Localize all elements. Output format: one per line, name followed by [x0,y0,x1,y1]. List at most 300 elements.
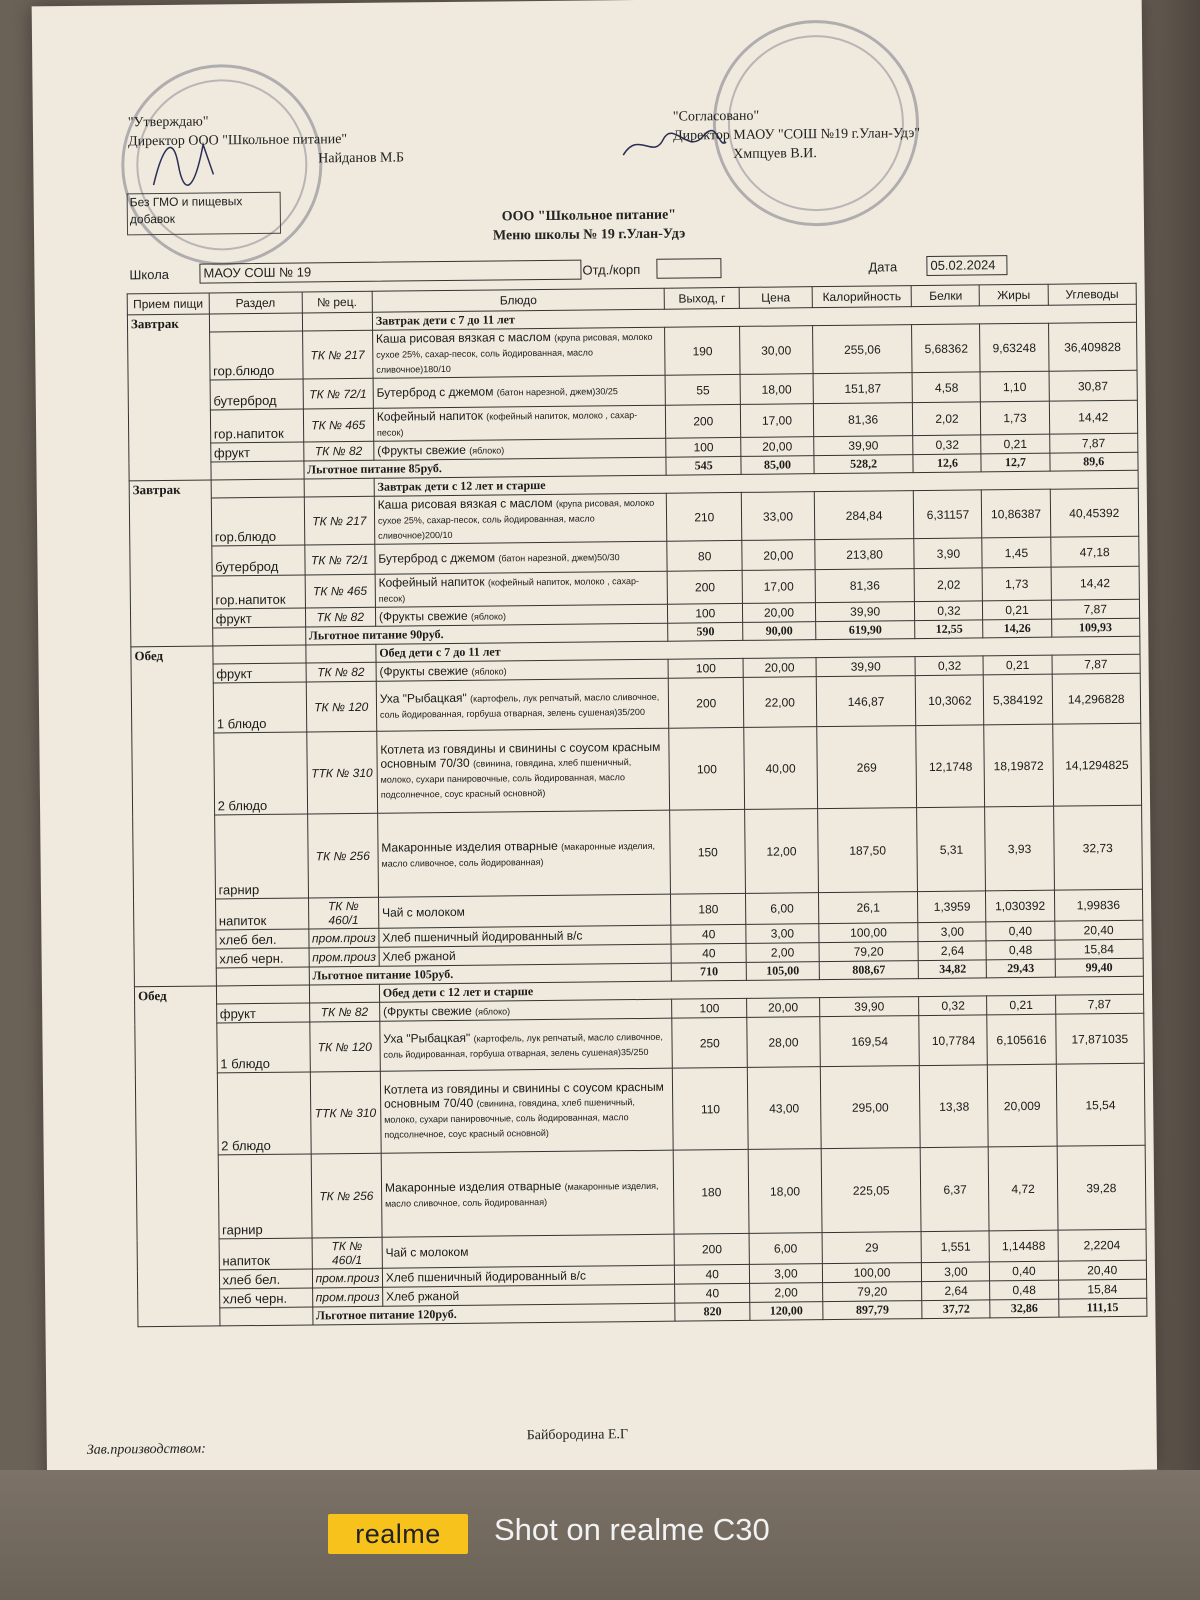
value-kcal: 81,36 [815,569,915,603]
dish-name: Кофейный напиток [376,408,483,424]
value-carb: 1,99836 [1054,889,1143,921]
table-row [136,1145,1146,1240]
value-kcal: 284,84 [814,491,914,540]
value-carb: 39,28 [1057,1145,1146,1230]
section-cell: фрукт [210,442,303,462]
group-title: Завтрак дети с 12 лет и старше [374,470,1138,496]
recipe-number: ТК № 120 [309,1021,380,1072]
value-out: 100 [669,727,745,810]
value-fat: 5,384192 [984,674,1053,725]
column-header: Выход, г [664,287,739,309]
value-kcal: 146,87 [816,676,916,727]
value-price: 3,00 [746,924,819,944]
value-prot: 3,00 [922,1262,990,1282]
value-kcal: 100,00 [822,1263,922,1283]
dish-name: Макаронные изделия отварные [381,838,558,855]
value-prot: 0,32 [919,996,987,1016]
group-title: Завтрак дети с 7 до 11 лет [372,304,1136,330]
dish-composition: (крупа рисовая, молоко сухое 25%, сахар-песок, соль йодированная, масло сливочное)200/10 [377,497,655,541]
value-carb: 32,73 [1053,805,1142,890]
dish-cell [380,1068,673,1153]
dish-composition: (яблоко) [469,444,505,456]
table-row [132,723,1142,816]
total-out: 545 [666,456,741,475]
value-carb: 30,87 [1049,370,1138,401]
value-carb: 47,18 [1050,536,1139,567]
dish-name: Хлеб ржаной [385,1288,460,1304]
total-fat: 32,86 [990,1299,1058,1318]
agreement-name: Хмпцуев В.И. [733,146,817,162]
dish-composition: (крупа рисовая, молоко сухое 25%, сахар-песок, соль йодированная, масло сливочное)180/10 [376,331,653,375]
total-carb: 89,6 [1049,452,1138,471]
approval-position: Директор ООО "Школьное питание" [128,132,348,150]
value-carb: 7,87 [1049,433,1138,453]
section-cell: хлеб черн. [219,1288,312,1308]
value-out: 40 [675,1264,750,1284]
recipe-number: ТК № 465 [305,574,376,608]
dish-name: (Фрукты свежие [382,1003,472,1019]
no-gmo-note: Без ГМО и пищевых добавок [127,192,281,236]
recipe-number: ТК № 72/1 [304,544,375,575]
dept-field [656,258,721,279]
dish-name: (Фрукты свежие [378,608,468,624]
approval-block-right [673,105,921,165]
total-fat: 12,7 [981,453,1049,472]
value-out: 180 [671,893,746,925]
column-header: Прием пищи [127,293,209,315]
value-carb: 14,42 [1049,400,1138,434]
section-cell: напиток [215,898,308,930]
recipe-number: пром.произ [308,928,378,948]
menu-document [32,0,1157,1481]
value-prot: 2,64 [922,1281,990,1301]
dish-name: Каша рисовая вязкая с маслом [377,495,553,512]
dish-name: Каша рисовая вязкая с маслом [375,329,551,346]
menu-title: Меню школы № 19 г.Улан-Удэ [492,226,686,244]
total-prot: 37,72 [922,1300,990,1319]
dish-cell [375,571,668,607]
empty-cell [219,1307,312,1326]
value-prot: 0,32 [915,656,983,676]
column-header: Блюдо [372,288,665,312]
camera-watermark: Shot on realme C30 [494,1512,770,1547]
school-label: Школа [129,266,170,283]
dish-name: Уха "Рыбацкая" [379,690,467,706]
value-carb: 40,45392 [1050,488,1139,537]
dish-name: Чай с молоком [381,904,465,920]
total-kcal: 528,2 [814,455,914,474]
value-fat: 0,21 [981,434,1049,454]
production-head-name: Байбородина Е.Г [526,1427,629,1444]
recipe-number: ТК № 256 [307,813,378,898]
dish-name: (Фрукты свежие [379,663,469,679]
value-out: 40 [671,924,746,944]
column-header: Жиры [980,284,1048,306]
value-prot: 0,32 [915,601,983,621]
dish-name: Хлеб ржаной [382,948,456,964]
value-price: 6,00 [749,1233,822,1265]
date-label: Дата [868,259,898,275]
empty-cell [304,478,374,497]
value-out: 100 [666,437,741,457]
dish-composition: (яблоко) [471,665,507,677]
dish-cell [377,728,670,813]
dish-composition: (батон нарезной, джем)30/25 [496,386,618,398]
total-price: 105,00 [746,962,819,981]
value-out: 100 [672,998,747,1018]
approval-block-left [128,110,404,170]
value-price: 17,00 [742,570,815,604]
section-cell: хлеб бел. [219,1269,312,1289]
section-cell: гор.напиток [210,409,303,443]
dish-cell [378,894,671,928]
dish-name: Чай с молоком [385,1244,469,1260]
value-prot: 5,68362 [912,324,981,373]
dish-name: Макаронные изделия отварные [384,1178,562,1195]
value-carb: 17,871035 [1055,1013,1144,1064]
value-out: 55 [665,374,740,405]
value-kcal: 295,00 [820,1066,921,1149]
total-carb: 111,15 [1058,1298,1147,1317]
dish-name: Хлеб пшеничный йодированный в/с [382,928,583,945]
value-prot: 3,00 [918,922,986,942]
table-row [135,1063,1145,1156]
value-price: 30,00 [740,326,813,375]
value-out: 200 [674,1233,749,1265]
total-carb: 109,93 [1051,618,1140,637]
approval-name: Найданов М.Б [318,150,405,167]
value-prot: 3,90 [914,538,982,569]
total-out: 820 [675,1302,750,1321]
value-out: 80 [667,540,742,571]
meal-cell: Обед [134,986,219,1327]
value-fat: 1,45 [982,537,1050,568]
dish-cell [373,375,666,408]
value-fat: 6,105616 [987,1014,1056,1065]
recipe-number: ТК № 82 [306,662,376,682]
value-kcal: 255,06 [812,325,912,374]
total-label: Льготное питание 105руб. [309,963,672,985]
realme-logo: realme [328,1514,468,1554]
value-prot: 2,02 [913,402,981,436]
value-out: 110 [673,1067,749,1150]
recipe-number: ТК № 465 [303,408,374,442]
dish-cell [373,405,666,441]
agreement-heading: "Согласовано" [672,108,760,125]
recipe-number: ТК № 217 [304,496,375,545]
value-carb: 14,296828 [1052,673,1141,724]
value-price: 33,00 [741,492,814,541]
meal-cell: Завтрак [129,480,212,647]
total-out: 710 [672,962,747,981]
recipe-number: ТК № 72/1 [303,378,374,409]
column-header: Раздел [209,292,302,314]
value-kcal: 151,87 [813,373,913,404]
dish-composition: (яблоко) [470,610,507,622]
value-prot: 2,02 [915,568,983,602]
recipe-number: ТК № 256 [311,1153,382,1238]
approval-heading: "Утверждаю" [127,114,209,131]
total-price: 120,00 [750,1302,823,1321]
value-fat: 1,030392 [986,890,1054,922]
value-out: 210 [667,492,742,541]
value-kcal: 39,90 [815,602,915,622]
value-price: 2,00 [750,1283,823,1303]
empty-cell [305,644,375,663]
value-kcal: 213,80 [814,539,914,570]
value-price: 17,00 [741,404,814,438]
column-header: № рец. [302,291,372,313]
empty-cell [212,645,305,664]
dish-cell [372,327,665,378]
recipe-number: ТК № 460/1 [308,897,379,929]
recipe-number: ТК № 460/1 [312,1237,383,1269]
section-cell: фрукт [213,663,306,683]
value-out: 250 [672,1017,747,1068]
section-cell: бутерброд [210,379,303,410]
value-fat: 0,48 [986,940,1054,960]
organization-name: ООО "Школьное питание" [501,207,677,225]
value-price: 18,00 [740,374,813,405]
total-label: Льготное питание 90руб. [305,623,668,645]
section-cell: гарнир [218,1154,312,1239]
value-fat: 0,40 [990,1261,1058,1281]
value-price: 20,00 [743,658,816,678]
section-cell: хлеб черн. [216,948,309,968]
value-fat: 10,86387 [982,489,1051,538]
value-fat: 1,73 [983,567,1051,601]
empty-cell [216,967,309,986]
value-kcal: 225,05 [821,1148,922,1233]
recipe-number: ТТК № 310 [310,1071,381,1154]
value-price: 22,00 [743,677,816,728]
section-cell: 1 блюдо [216,1022,309,1073]
value-out: 180 [674,1149,750,1234]
value-kcal: 29 [822,1232,922,1264]
dish-composition: (яблоко) [475,1005,511,1017]
value-kcal: 269 [816,726,917,809]
value-fat: 0,21 [987,995,1055,1015]
value-prot: 5,31 [917,807,986,892]
value-fat: 0,21 [983,655,1051,675]
value-price: 12,00 [745,809,818,894]
value-out: 100 [668,658,743,678]
section-cell: гор.блюдо [209,331,302,380]
value-carb: 15,84 [1058,1279,1147,1299]
value-prot: 4,58 [913,372,981,403]
value-prot: 10,3062 [916,675,985,726]
value-kcal: 187,50 [817,808,918,893]
value-carb: 36,409828 [1048,322,1137,371]
menu-table [127,283,1148,1328]
section-cell: фрукт [216,1003,309,1023]
value-kcal: 79,20 [822,1282,922,1302]
recipe-number: ТК № 120 [306,681,377,732]
recipe-number: ТТК № 310 [306,731,377,814]
value-out: 190 [665,326,740,375]
value-out: 150 [670,809,746,894]
school-field: МАОУ СОШ № 19 [199,260,581,284]
value-prot: 10,7784 [919,1015,988,1066]
dish-cell [381,1150,674,1237]
value-fat: 4,72 [989,1146,1058,1231]
value-fat: 3,93 [985,806,1054,891]
recipe-number: пром.произ [312,1287,382,1307]
dish-name: Кофейный напиток [378,574,485,590]
dept-label: Отд./корп [582,261,641,278]
value-price: 20,00 [741,437,814,457]
value-prot: 0,32 [913,435,981,455]
value-kcal: 100,00 [819,923,919,943]
empty-cell [302,312,372,331]
total-carb: 99,40 [1055,958,1144,977]
value-prot: 1,3959 [918,891,986,923]
value-fat: 0,40 [986,921,1054,941]
section-cell: фрукт [212,608,305,628]
value-prot: 2,64 [918,941,986,961]
agreement-position: Директор МАОУ "СОШ №19 г.Улан-Удэ" [672,126,921,144]
dish-name: (Фрукты свежие [377,442,466,458]
value-kcal: 39,90 [819,997,919,1017]
column-header: Белки [912,285,980,307]
empty-cell [216,985,309,1004]
value-prot: 1,551 [922,1231,990,1263]
total-price: 90,00 [743,622,816,641]
value-carb: 15,84 [1054,939,1143,959]
value-carb: 2,2204 [1058,1229,1147,1261]
value-kcal: 39,90 [816,657,916,677]
empty-cell [212,627,305,646]
value-carb: 7,87 [1052,654,1141,674]
section-cell: гарнир [214,814,308,899]
value-fat: 1,10 [981,371,1049,402]
value-out: 200 [667,570,742,604]
total-fat: 14,26 [983,619,1051,638]
value-prot: 6,37 [921,1147,990,1232]
value-fat: 1,73 [981,401,1049,435]
dish-composition: (кофейный напиток, молоко , сахар-песок) [378,575,640,604]
value-price: 18,00 [748,1149,821,1234]
column-header: Цена [739,287,812,309]
date-field: 05.02.2024 [926,255,1007,276]
meal-cell: Обед [131,646,216,987]
group-title: Обед дети с 12 лет и старше [379,976,1143,1002]
empty-cell [211,461,304,480]
empty-cell [209,313,302,332]
total-price: 85,00 [741,456,814,475]
value-out: 200 [666,404,741,438]
value-fat: 9,63248 [980,323,1049,372]
recipe-number: пром.произ [309,947,379,967]
dish-composition: (кофейный напиток, молоко , сахар-песок) [376,410,638,438]
value-price: 2,00 [746,943,819,963]
total-prot: 12,6 [913,454,981,473]
value-carb: 20,40 [1058,1260,1147,1280]
total-label: Льготное питание 85руб. [304,457,667,479]
value-prot: 13,38 [920,1065,989,1148]
value-prot: 6,31157 [914,490,983,539]
dish-cell [380,1018,673,1071]
value-carb: 7,87 [1051,599,1140,619]
total-out: 590 [668,622,743,641]
value-kcal: 169,54 [819,1016,919,1067]
dish-name: Котлета из говядины и свинины с соусом красным основным 70/30 [380,739,661,771]
section-cell: бутерброд [211,545,304,576]
dish-cell [375,541,668,574]
value-out: 200 [669,677,744,728]
value-fat: 0,48 [990,1280,1058,1300]
dish-name: Уха "Рыбацкая" [383,1030,471,1046]
table-row [133,805,1143,900]
value-price: 20,00 [747,998,820,1018]
dish-composition: (свинина, говядина, хлеб пшеничный, молоко, сухари панировочные, соль йодированная, масло подсолнечное, соус красный основной) [384,1097,635,1140]
section-cell: 2 блюдо [213,732,307,815]
dish-composition: (батон нарезной, джем)50/30 [498,552,620,564]
empty-cell [309,984,379,1003]
value-prot: 12,1748 [916,725,985,808]
total-prot: 12,55 [915,620,983,639]
recipe-number: ТК № 217 [302,330,373,379]
value-kcal: 26,1 [818,892,918,924]
value-price: 43,00 [747,1067,820,1150]
value-carb: 14,42 [1051,566,1140,600]
value-price: 40,00 [744,727,817,810]
dish-name: Котлета из говядины и свинины с соусом красным основным 70/40 [383,1079,664,1111]
production-head-label: Зав.производством: [86,1441,206,1458]
value-kcal: 79,20 [819,942,919,962]
value-carb: 14,1294825 [1052,723,1141,806]
value-price: 3,00 [750,1264,823,1284]
column-header: Углеводы [1048,283,1137,305]
value-kcal: 81,36 [813,403,913,437]
meal-cell: Завтрак [127,314,210,481]
value-price: 28,00 [747,1017,820,1068]
total-kcal: 808,67 [819,961,919,980]
dish-composition: (свинина, говядина, хлеб пшеничный, молоко, сухари панировочные, соль йодированная, масло подсолнечное, соус красный основной) [380,757,632,800]
section-cell: 2 блюдо [217,1072,311,1155]
value-kcal: 39,90 [813,436,913,456]
value-carb: 20,40 [1054,920,1143,940]
section-cell: гор.напиток [212,575,305,609]
total-prot: 34,82 [919,960,987,979]
dish-name: Бутерброд с джемом [376,384,494,400]
dish-cell [377,810,670,897]
section-cell: 1 блюдо [213,682,306,733]
section-cell: гор.блюдо [211,497,304,546]
column-header: Калорийность [812,286,912,308]
recipe-number: ТК № 82 [305,607,375,627]
total-kcal: 897,79 [822,1301,922,1320]
value-carb: 7,87 [1055,994,1144,1014]
recipe-number: ТК № 82 [309,1002,379,1022]
dish-composition: (макаронные изделия, масло сливочное, соль йодированная) [385,1180,659,1209]
group-title: Обед дети с 7 до 11 лет [376,636,1140,662]
value-out: 40 [671,943,746,963]
dish-composition: (картофель, лук репчатый, масло сливочное, соль йодированная, горбуша отварная, зелень сушеная)35/250 [383,1031,663,1060]
value-price: 6,00 [746,893,819,925]
recipe-number: ТК № 82 [303,441,373,461]
value-carb: 15,54 [1056,1063,1145,1146]
section-cell: напиток [219,1238,312,1270]
value-fat: 18,19872 [984,724,1053,807]
value-out: 100 [668,603,743,623]
menu-table-body [127,304,1147,1327]
total-kcal: 619,90 [815,621,915,640]
value-price: 20,00 [743,603,816,623]
total-fat: 29,43 [987,959,1055,978]
dish-composition: (картофель, лук репчатый, масло сливочное, соль йодированная, горбуша отварная, зелень сушеная)35/200 [379,691,660,720]
recipe-number: пром.произ [312,1268,382,1288]
